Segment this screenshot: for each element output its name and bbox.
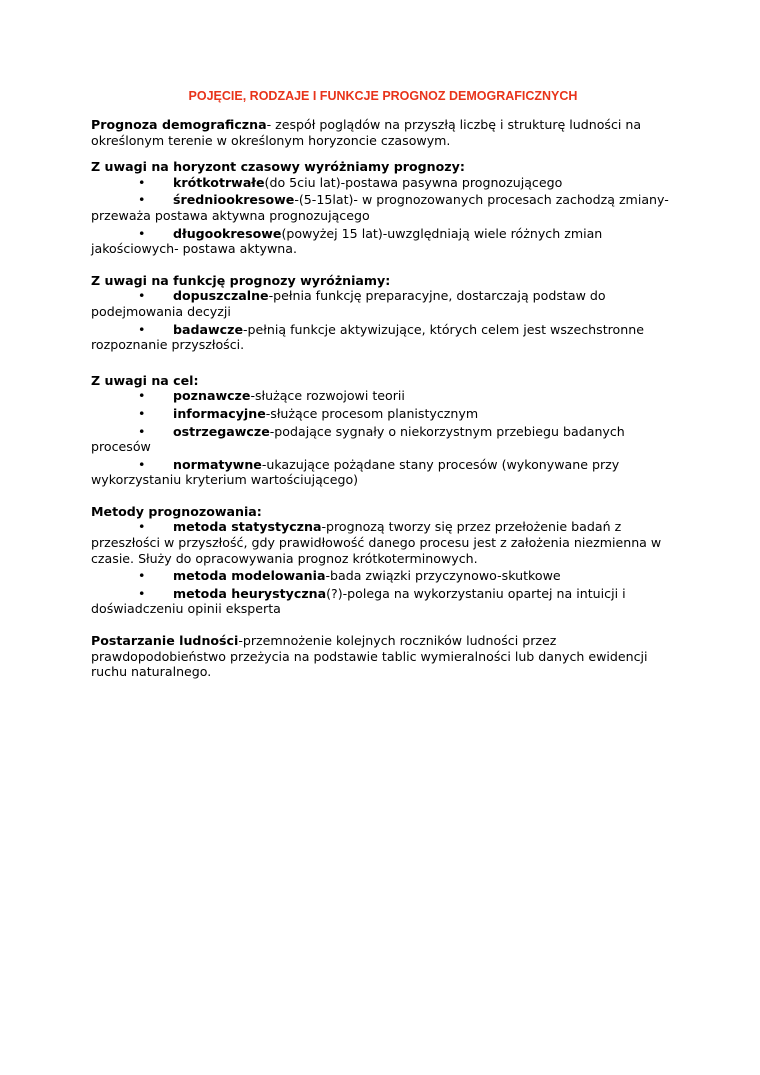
item-term: ostrzegawcze [173,423,270,439]
list-item [91,226,671,257]
item-term: średniookresowe [173,192,295,208]
item-text: (do 5ciu lat)-postawa pasywna prognozującego [264,174,563,190]
section-list-function [91,288,671,352]
section-heading-horizon: Z uwagi na horyzont czasowy wyróżniamy prognozy: [91,159,465,175]
list-item [91,388,671,404]
bullet-icon: • [138,288,146,304]
item-text: -pełnią funkcje aktywizujące, których celem jest wszechstronne rozpoznanie przyszłości. [91,321,644,353]
item-term: poznawcze [173,388,251,404]
list-item [91,192,671,223]
section-heading-goal: Z uwagi na cel: [91,372,199,388]
list-item [91,406,671,422]
item-text: -podające sygnały o niekorzystnym przebiegu badanych procesów [91,423,625,455]
list-item [91,568,671,584]
list-item [91,586,671,617]
item-term: metoda heurystyczna [173,585,327,601]
item-text: -służące rozwojowi teorii [250,388,405,404]
bullet-icon: • [138,456,146,472]
list-item [91,457,671,488]
closing-term: Postarzanie ludności [91,633,239,649]
definition-term: Prognoza demograficzna [91,117,267,132]
item-term: krótkotrwałe [173,174,265,190]
list-item [91,424,671,455]
bullet-icon: • [138,225,146,241]
closing-paragraph [91,633,671,680]
bullet-icon: • [138,321,146,337]
item-term: metoda modelowania [173,568,326,584]
item-term: długookresowe [173,225,282,241]
item-term: normatywne [173,456,262,472]
bullet-icon: • [138,568,146,584]
bullet-icon: • [138,174,146,190]
document-title: POJĘCIE, RODZAJE I FUNKCJE PROGNOZ DEMOGRAFICZNYCH [188,89,578,103]
item-text: (?)-polega na wykorzystaniu opartej na intuicji i doświadczeniu opinii eksperta [91,585,626,617]
closing-text: -przemnożenie kolejnych roczników ludności przez prawdopodobieństwo przeżycia na podstawie tablic wymieralności lub danych ewidencji ruchu naturalnego. [91,633,648,680]
item-text: -bada związki przyczynowo-skutkowe [325,568,561,584]
bullet-icon: • [138,423,146,439]
list-item [91,175,671,191]
definition-text: - zespół poglądów na przyszłą liczbę i strukturę ludności na określonym terenie w określonym horyzoncie czasowym. [91,117,642,148]
definition-paragraph [91,117,671,148]
section-list-methods [91,519,671,617]
list-item [91,519,671,566]
item-text: -prognozą tworzy się przez przełożenie badań z przeszłości w przyszłość, gdy prawidłowość danego procesu jest z założenia niezmienna w czasie. Służy do opracowywania prognoz krótkoterminowych. [91,519,662,566]
section-heading-methods: Metody prognozowania: [91,503,262,519]
item-term: dopuszczalne [173,288,269,304]
bullet-icon: • [138,519,146,535]
section-list-goal [91,388,671,488]
item-term: badawcze [173,321,243,337]
list-item [91,322,671,353]
item-text: -pełnia funkcję preparacyjne, dostarczają podstaw do podejmowania decyzji [91,288,606,319]
item-term: informacyjne [173,405,266,421]
page-content [91,88,671,680]
section-list-horizon [91,175,671,257]
bullet-icon: • [138,388,146,404]
item-text: -służące procesom planistycznym [265,405,479,421]
item-text: (powyżej 15 lat)-uwzględniają wiele różnych zmian jakościowych- postawa aktywna. [91,225,603,257]
bullet-icon: • [138,405,146,421]
item-text: -(5-15lat)- w prognozowanych procesach zachodzą zmiany-przeważa postawa aktywna prognozującego [91,192,669,223]
list-item [91,288,671,319]
item-text: -ukazujące pożądane stany procesów (wykonywane przy wykorzystaniu kryterium wartościującego) [91,456,620,488]
bullet-icon: • [138,192,146,208]
bullet-icon: • [138,585,146,601]
item-term: metoda statystyczna [173,519,322,535]
section-heading-function: Z uwagi na funkcję prognozy wyróżniamy: [91,272,391,288]
